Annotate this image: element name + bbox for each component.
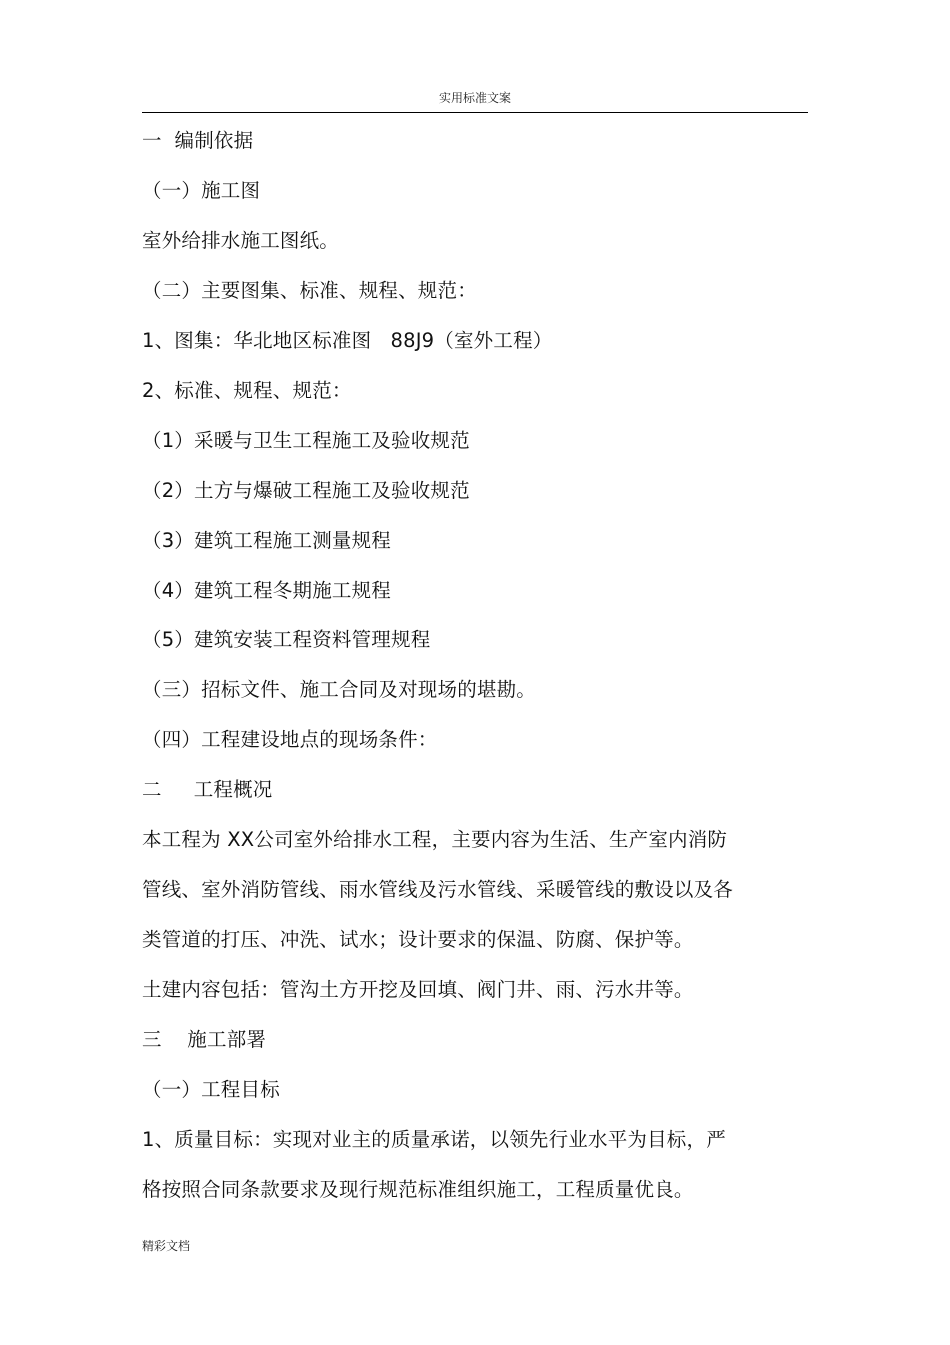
- list-item: （3）建筑工程施工测量规程: [142, 529, 392, 552]
- subsection-heading: （三）招标文件、施工合同及对现场的堪勘。: [142, 678, 537, 701]
- section-heading: 三 施工部署: [142, 1028, 267, 1051]
- paragraph-line: 格按照合同条款要求及现行规范标准组织施工，工程质量优良。: [142, 1178, 694, 1201]
- paragraph-line: 本工程为 XX公司室外给排水工程，主要内容为生活、生产室内消防: [142, 828, 728, 851]
- list-item: （1）采暖与卫生工程施工及验收规范: [142, 429, 470, 452]
- section-heading: 一 编制依据: [142, 129, 254, 152]
- list-item: （4）建筑工程冬期施工规程: [142, 579, 392, 602]
- subsection-heading: （四）工程建设地点的现场条件：: [142, 728, 438, 751]
- page-footer: 精彩文档: [142, 1239, 191, 1253]
- section-heading: 二 工程概况: [142, 778, 273, 801]
- paragraph-line: 室外给排水施工图纸。: [142, 229, 340, 252]
- subsection-heading: （一）施工图: [142, 179, 261, 202]
- subsection-heading: （二）主要图集、标准、规程、规范：: [142, 279, 477, 302]
- list-item: 1、图集：华北地区标准图 88J9（室外工程）: [142, 329, 553, 352]
- list-item: 2、标准、规程、规范：: [142, 379, 352, 402]
- header-title: 实用标准文案: [438, 91, 511, 105]
- paragraph-line: 管线、室外消防管线、雨水管线及污水管线、采暖管线的敷设以及各: [142, 878, 734, 901]
- subsection-heading: （一）工程目标: [142, 1078, 280, 1101]
- paragraph-line: 1、质量目标：实现对业主的质量承诺，以领先行业水平为目标，严: [142, 1128, 726, 1151]
- paragraph-line: 类管道的打压、冲洗、试水；设计要求的保温、防腐、保护等。: [142, 928, 694, 951]
- header-divider: [142, 112, 808, 113]
- list-item: （2）土方与爆破工程施工及验收规范: [142, 479, 470, 502]
- paragraph-line: 土建内容包括：管沟土方开挖及回填、阀门井、雨、污水井等。: [142, 978, 694, 1001]
- list-item: （5）建筑安装工程资料管理规程: [142, 628, 431, 651]
